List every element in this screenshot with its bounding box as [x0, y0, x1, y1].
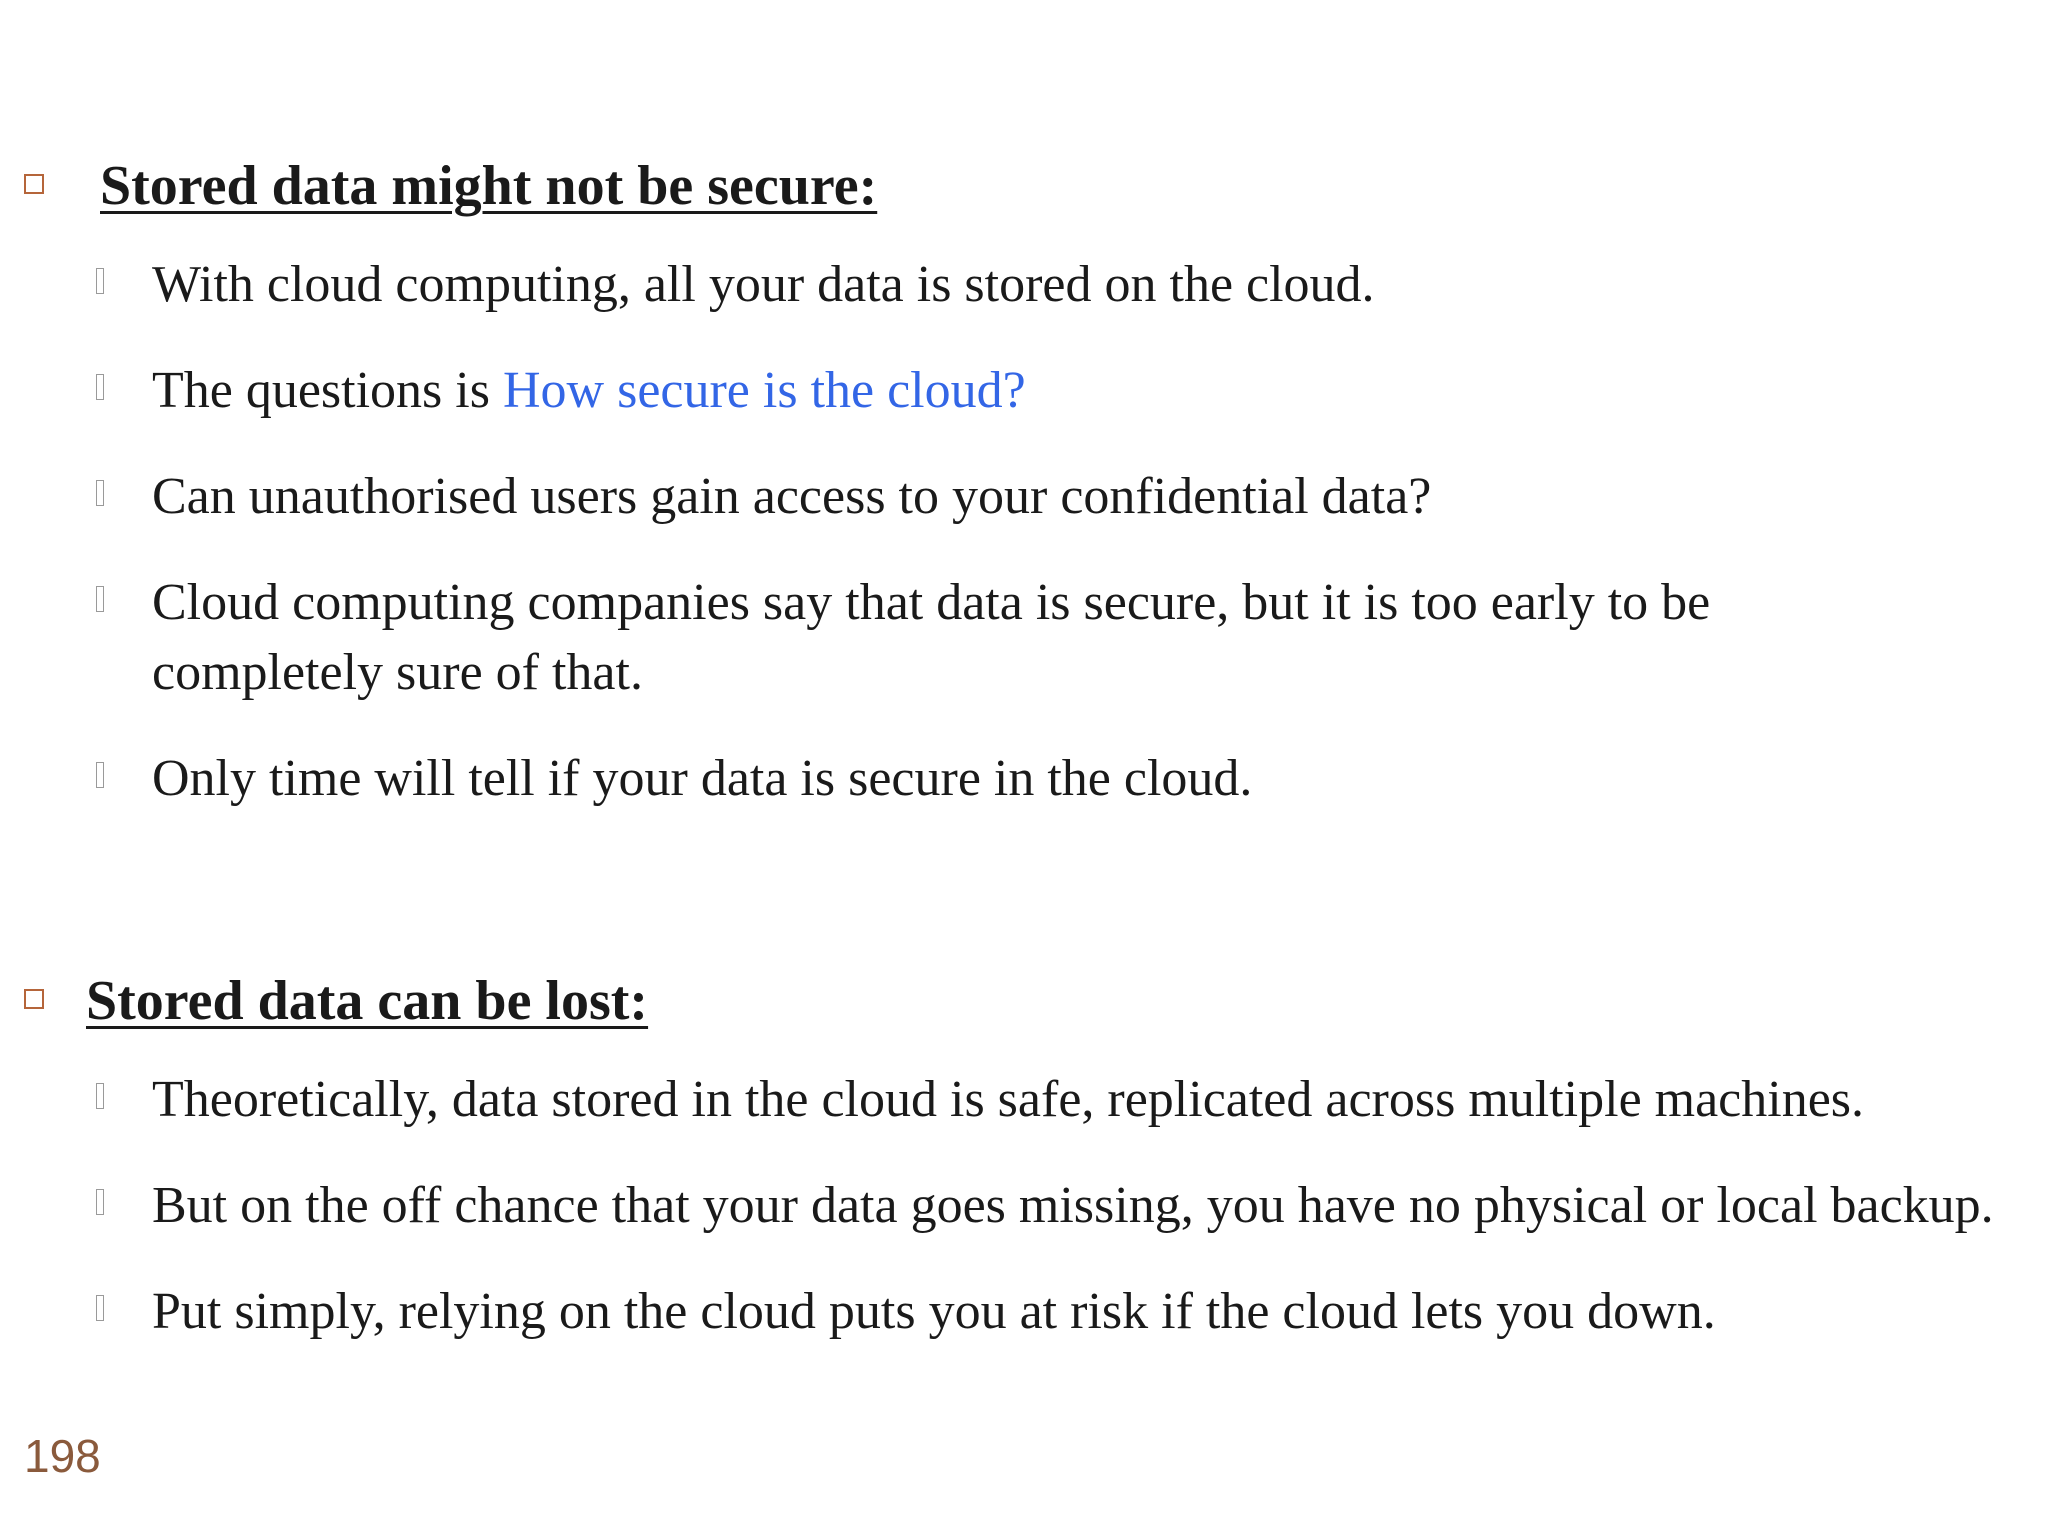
section-heading: Stored data can be lost: [86, 970, 649, 1032]
section-data-loss [0, 965, 2048, 1347]
list-item [0, 250, 2048, 320]
list-item [0, 1277, 2048, 1347]
item-text: Theoretically, data stored in the cloud is safe, replicated across multiple machines. [152, 1071, 1865, 1128]
item-text: The questions is [152, 362, 503, 419]
bullet-icon [96, 374, 104, 400]
item-text: Only time will tell if your data is secure in the cloud. [152, 750, 1253, 807]
list-item [0, 744, 2048, 814]
section-heading: Stored data might not be secure: [100, 155, 878, 217]
bullet-list [0, 1065, 2048, 1347]
bullet-icon [96, 586, 104, 612]
item-text: Cloud computing companies say that data is secure, but it is too early to be completely sure of that. [152, 574, 1711, 701]
list-item [0, 1065, 2048, 1135]
bullet-icon [96, 762, 104, 788]
bullet-icon [96, 1295, 104, 1321]
list-item [0, 356, 2048, 426]
item-text: Can unauthorised users gain access to your confidential data? [152, 468, 1432, 525]
highlighted-question: How secure is the cloud? [502, 362, 1026, 419]
section-heading-row [0, 965, 2048, 1045]
item-text: Put simply, relying on the cloud puts you at risk if the cloud lets you down. [152, 1283, 1716, 1340]
list-item [0, 1171, 2048, 1241]
item-text: But on the off chance that your data goes missing, you have no physical or local backup. [152, 1177, 1994, 1234]
bullet-icon [96, 480, 104, 506]
item-text: With cloud computing, all your data is stored on the cloud. [152, 256, 1375, 313]
bullet-icon [96, 1189, 104, 1215]
list-item [0, 568, 2048, 708]
page-number: 198 [24, 1430, 101, 1482]
square-bullet-icon [24, 174, 44, 194]
bullet-icon [96, 268, 104, 294]
bullet-icon [96, 1083, 104, 1109]
square-bullet-icon [24, 989, 44, 1009]
section-security [0, 150, 2048, 814]
section-heading-row [0, 150, 2048, 230]
bullet-list [0, 250, 2048, 814]
list-item [0, 462, 2048, 532]
